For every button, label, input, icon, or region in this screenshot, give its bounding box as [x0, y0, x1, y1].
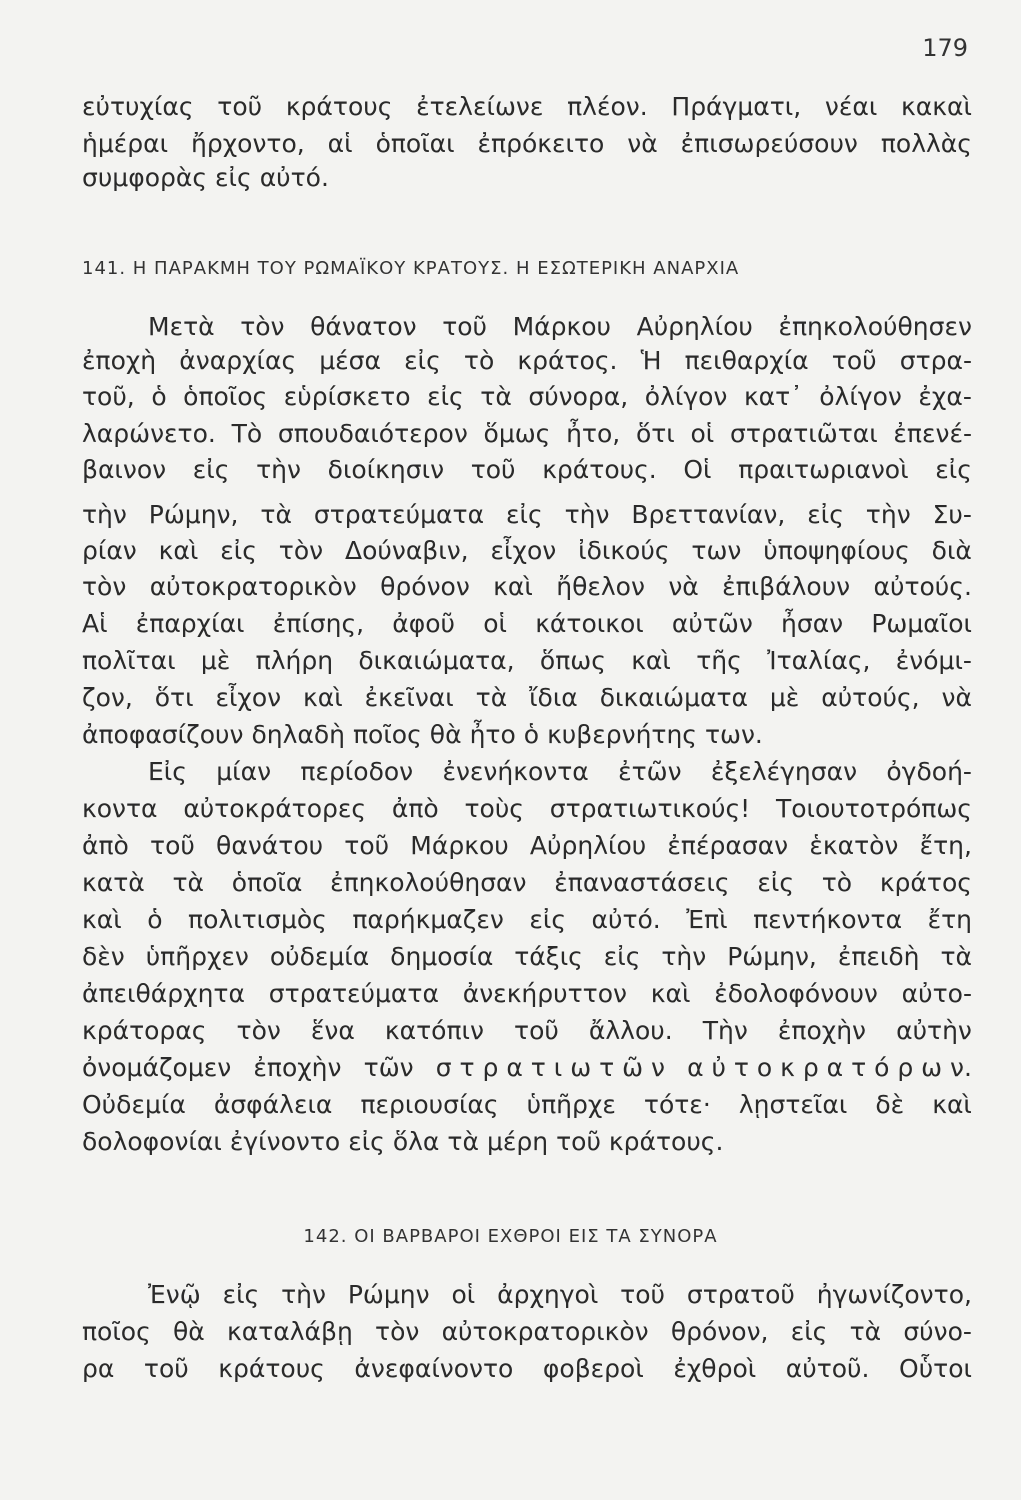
word: ἕνα	[310, 1016, 355, 1045]
word: ἐπισωρεύσουν	[680, 129, 858, 158]
word: διὰ	[931, 536, 972, 565]
word: τοῦ	[344, 831, 390, 860]
word: κοντα	[82, 794, 158, 823]
word: ἐπαναστάσεις	[554, 868, 730, 897]
word: εἰς	[790, 1317, 828, 1346]
word: Ρώμην	[347, 1280, 430, 1309]
word: τὸ	[821, 868, 853, 897]
text-line	[82, 905, 972, 935]
word: θανάτου	[216, 831, 324, 860]
text-line	[82, 1127, 972, 1157]
word: πραιτωριανοὶ	[738, 455, 909, 484]
word: Δούναβιν,	[345, 536, 469, 565]
word: τὸν	[236, 1016, 281, 1045]
word: Αὐρηλίου	[529, 831, 647, 860]
word: Ἰταλίας,	[767, 646, 871, 675]
word: τὸ	[463, 346, 495, 375]
word: τοῦ	[620, 1280, 665, 1309]
word: ὑπῆρχε	[526, 1090, 616, 1119]
word: δὲν	[82, 942, 125, 971]
text-line	[82, 163, 972, 193]
word: αὐτούς,	[821, 683, 920, 712]
word: κυβερνήτης	[547, 720, 697, 749]
word: τὰ	[849, 1317, 882, 1346]
word: Οἱ	[683, 455, 712, 484]
word: τὸν	[278, 536, 324, 565]
word: μέσα	[319, 346, 382, 375]
word: τοῦ	[514, 1016, 559, 1045]
text-line	[82, 683, 972, 713]
word: τοὺς	[464, 794, 524, 823]
word: θὰ	[429, 720, 462, 749]
word: τὰ	[260, 500, 292, 529]
word: οἱ	[451, 1280, 476, 1309]
word: πειθαρχία	[684, 346, 809, 375]
word: Οὗτοι	[899, 1354, 972, 1383]
word: ἐπαρχίαι	[135, 609, 245, 638]
word: οἱ	[483, 609, 507, 638]
word: ἀπὸ	[391, 794, 439, 823]
word: πολλὰς	[880, 129, 972, 158]
word: περιουσίας	[360, 1090, 499, 1119]
word: ἑκατὸν	[809, 831, 899, 860]
word: τὰ	[480, 382, 512, 411]
word: τὴν	[661, 942, 707, 971]
word: ὅμως	[483, 419, 551, 448]
word: Ἐπὶ	[686, 905, 728, 934]
word: ὑποψηφίους	[763, 536, 910, 565]
word: καὶ	[493, 572, 533, 601]
word: σπουδαιότερον	[277, 419, 468, 448]
word: Μάρκου	[410, 831, 509, 860]
word: τοῦ	[442, 312, 488, 341]
word: ποῖος	[353, 720, 422, 749]
word: Μετὰ	[148, 312, 215, 341]
word: πλήρη	[255, 646, 334, 675]
word: εὑρίσκετο	[283, 382, 411, 411]
word: ἀρχηγοὶ	[497, 1280, 599, 1309]
word: ἐποχὴν	[777, 1016, 867, 1045]
word: ἡμέραι	[82, 129, 169, 158]
word: καὶ	[82, 905, 122, 934]
section-heading: 142. ΟΙ ΒΑΡΒΑΡΟΙ ΕΧΘΡΟΙ ΕΙΣ ΤΑ ΣΥΝΟΡΑ	[303, 1226, 718, 1247]
word: εἰς	[220, 536, 257, 565]
word: ἐπίσης,	[272, 609, 365, 638]
word: α ὐ τ ο κ ρ α τ ό ρ ω ν.	[687, 1053, 972, 1082]
word: ἐπενέ-	[893, 419, 972, 448]
word: αὐτό.	[591, 905, 661, 934]
text-line	[82, 720, 972, 750]
word: εἰς	[757, 868, 794, 897]
word: τὴν	[256, 455, 301, 484]
word: ἐχα-	[918, 382, 972, 411]
word: τοῦ	[143, 1354, 189, 1383]
word: καὶ	[650, 979, 691, 1008]
word: ἐποχὴ	[82, 346, 157, 375]
word: ὑπῆρχεν	[145, 942, 249, 971]
word: αὐτοκρατορικὸν	[441, 1317, 649, 1346]
word: Ρώμην,	[727, 942, 817, 971]
word: ὁ	[147, 905, 163, 934]
word: ἐπηκολούθησαν	[330, 868, 527, 897]
text-line	[82, 1354, 972, 1384]
word: συμφορὰς	[82, 163, 208, 192]
word: ἄλλου.	[588, 1016, 673, 1045]
text-line	[82, 646, 972, 676]
word: νὰ	[627, 129, 658, 158]
word: Μάρκου	[512, 312, 612, 341]
word: πολιτισμὸς	[188, 905, 327, 934]
word: μὲ	[769, 683, 800, 712]
word: καὶ	[932, 1090, 972, 1119]
word: ὁποῖα	[231, 868, 303, 897]
text-line	[82, 92, 972, 122]
word: ἦτο	[469, 720, 516, 749]
word: θάνατον	[310, 312, 417, 341]
word: Ἡ	[640, 346, 662, 375]
word: εἰς	[192, 455, 230, 484]
word: κράτος	[879, 868, 972, 897]
text-line	[148, 1280, 972, 1310]
word: μίαν	[216, 757, 272, 786]
word: ζον,	[82, 683, 133, 712]
word: ὁ	[151, 382, 167, 411]
word: αὐτὴν	[896, 1016, 972, 1045]
word: Πράγματι,	[671, 92, 802, 121]
text-line	[82, 500, 972, 530]
word: ἐτελείωνε	[416, 92, 544, 121]
text-line	[82, 572, 972, 602]
word: τοῦ	[470, 455, 516, 484]
word: ἤθελον	[556, 572, 645, 601]
text-line	[82, 1016, 972, 1046]
word: σύνορα,	[528, 382, 629, 411]
word: κράτορας	[82, 1016, 207, 1045]
word: δημοσία	[390, 942, 494, 971]
word: ἦσαν	[781, 609, 844, 638]
word: τὸν	[375, 1317, 420, 1346]
word: εὐτυχίας	[82, 92, 194, 121]
text-line	[148, 757, 972, 787]
word: ὀλίγον	[819, 382, 902, 411]
word: κατ᾽	[743, 382, 803, 411]
word: Τοιουτοτρόπως	[775, 794, 972, 823]
word: εἶχον	[215, 683, 282, 712]
word: Ρωμαῖοι	[871, 609, 972, 638]
word: καταλάβῃ	[227, 1317, 353, 1346]
word: Αὐρηλίου	[636, 312, 753, 341]
word: νὰ	[941, 683, 972, 712]
word: φοβεροὶ	[542, 1354, 644, 1383]
word: ἐποχὴν	[253, 1053, 342, 1082]
word: τάξις	[514, 942, 583, 971]
word: θρόνον,	[670, 1317, 769, 1346]
word: τὸν	[240, 312, 285, 341]
word: αὐτοῦ.	[785, 1354, 870, 1383]
word: στρατοῦ	[686, 1280, 795, 1309]
word: τὸν	[82, 572, 127, 601]
word: ἀπειθάρχητα	[82, 979, 245, 1008]
text-line	[82, 1090, 972, 1120]
word: ἀφοῦ	[392, 609, 456, 638]
word: εἰς	[215, 163, 252, 192]
word: νὰ	[668, 572, 699, 601]
word: Συ-	[932, 500, 972, 529]
word: σύνο-	[903, 1317, 972, 1346]
word: Ρώμην,	[148, 500, 239, 529]
word: ἐχθροὶ	[673, 1354, 757, 1383]
text-line	[82, 455, 972, 485]
word: ἤρχοντο,	[191, 129, 305, 158]
word: Τὴν	[702, 1016, 748, 1045]
word: τοῦ	[150, 831, 195, 860]
word: ὁποῖος	[183, 382, 268, 411]
text-line	[82, 346, 972, 376]
word: αὐτούς.	[873, 572, 972, 601]
word: θρόνον	[380, 572, 470, 601]
text-line	[82, 609, 972, 639]
word: βαινον	[82, 455, 167, 484]
text-line	[82, 979, 972, 1009]
word: ὀγδοή-	[886, 757, 972, 786]
word: εἰς	[404, 346, 441, 375]
text-line	[82, 942, 972, 972]
word: στρατεύματα	[313, 500, 485, 529]
word: Βρεττανίαν,	[631, 500, 786, 529]
word: δικαιώματα	[599, 683, 748, 712]
word: διοίκησιν	[327, 455, 445, 484]
word: ἀνεφαίνοντο	[354, 1354, 514, 1383]
word: τῶν	[363, 1053, 414, 1082]
section-heading: 141. Η ΠΑΡΑΚΜΗ ΤΟΥ ΡΩΜΑΪΚΟΥ ΚΡΑΤΟΥΣ. Η ΕΣΩΤΕΡΙΚΗ ΑΝΑΡΧΙΑ	[82, 258, 740, 279]
text-line	[82, 1317, 972, 1347]
word: οὐδεμία	[269, 942, 370, 971]
text-line	[82, 831, 972, 861]
word: περίοδον	[300, 757, 414, 786]
word: ἐνενήκοντα	[442, 757, 589, 786]
word: κατόπιν	[384, 1016, 484, 1045]
word: των	[691, 536, 742, 565]
word: ἦτο,	[566, 419, 621, 448]
word: τὰ	[475, 683, 508, 712]
word: ἐδολοφόνουν	[714, 979, 878, 1008]
word: δὲ	[875, 1090, 905, 1119]
word: νέαι	[824, 92, 878, 121]
text-line	[82, 129, 972, 159]
word: ποῖος	[82, 1317, 151, 1346]
text-line	[82, 536, 972, 566]
word: εἰς	[603, 942, 641, 971]
word: στρα-	[899, 346, 972, 375]
word: εἰς	[807, 500, 844, 529]
text-line	[82, 419, 972, 449]
word: δικαιώματα,	[358, 646, 515, 675]
word: ὅτι	[154, 683, 194, 712]
word: τὰ	[940, 942, 972, 971]
word: αὐτοκρατορικὸν	[149, 572, 357, 601]
word: κατὰ	[82, 868, 145, 897]
word: δολοφονίαι	[82, 1127, 222, 1156]
word: εἰς	[222, 1280, 260, 1309]
word: ὀνομάζομεν	[82, 1053, 232, 1082]
word: ἐξελέγησαν	[710, 757, 858, 786]
text-line	[82, 382, 972, 412]
word: μὲ	[200, 646, 231, 675]
word: λαρώνετο.	[82, 419, 216, 448]
text-line	[82, 868, 972, 898]
word: τὴν	[281, 1280, 326, 1309]
word: ἀπὸ	[82, 831, 129, 860]
text-line	[82, 794, 972, 824]
word: Οὐδεμία	[82, 1090, 186, 1119]
word: τὴν	[82, 500, 127, 529]
word: οἱ	[690, 419, 715, 448]
word: αὐτῶν	[671, 609, 753, 638]
word: παρήκμαζεν	[352, 905, 504, 934]
word: τὴν	[564, 500, 610, 529]
word: στρατιωτικούς!	[549, 794, 751, 823]
word: τοῦ,	[82, 382, 135, 411]
word: ρα	[82, 1354, 115, 1383]
word: κακαὶ	[901, 92, 972, 121]
word: ἀναρχίας	[179, 346, 297, 375]
word: αὐτοκράτορες	[183, 794, 367, 823]
word: καὶ	[631, 646, 671, 675]
word: ἀποφασίζουν	[82, 720, 244, 749]
page-number: 179	[922, 34, 968, 62]
word: πεντήκοντα	[753, 905, 903, 934]
word: τοῦ	[831, 346, 877, 375]
text-line	[82, 1053, 972, 1083]
word: ἐτῶν	[618, 757, 682, 786]
word: ρίαν	[82, 536, 137, 565]
word: ἀσφάλεια	[213, 1090, 333, 1119]
word: ἔτη	[927, 905, 972, 934]
word: Ἐνῷ	[148, 1280, 201, 1309]
word: πλέον.	[567, 92, 648, 121]
word: αὐτό.	[259, 163, 329, 192]
word: εἰς	[935, 455, 972, 484]
word: σ τ ρ α τ ι ω τ ῶ ν	[435, 1053, 665, 1082]
word: κράτους.	[608, 1127, 724, 1156]
word: κράτους	[218, 1354, 325, 1383]
word: ἰδικούς	[578, 536, 670, 565]
word: ὅπως	[539, 646, 606, 675]
word: ἠγωνίζοντο,	[816, 1280, 972, 1309]
word: Τὸ	[231, 419, 263, 448]
word: ἐπρόκειτο	[477, 129, 605, 158]
word: δηλαδὴ	[251, 720, 345, 749]
word: τὰ	[447, 1127, 479, 1156]
text-line	[148, 312, 972, 342]
word: των.	[704, 720, 763, 749]
word: ἀνεκήρυττον	[462, 979, 627, 1008]
word: αὐτο-	[901, 979, 972, 1008]
word: καὶ	[303, 683, 343, 712]
word: τοῦ	[217, 92, 263, 121]
word: ἐνόμι-	[895, 646, 972, 675]
word: ἴδια	[529, 683, 578, 712]
word: ἐκεῖναι	[364, 683, 454, 712]
word: εἰς	[529, 905, 566, 934]
word: πολῖται	[82, 646, 176, 675]
word: τὰ	[172, 868, 205, 897]
word: Εἰς	[148, 757, 187, 786]
word: ἐπιβάλουν	[722, 572, 851, 601]
word: ἐπειδὴ	[837, 942, 920, 971]
word: εἶχον	[490, 536, 557, 565]
word: ἐπέρασαν	[667, 831, 789, 860]
word: ὅλα	[392, 1127, 440, 1156]
word: κράτος.	[517, 346, 618, 375]
word: στρατεύματα	[268, 979, 439, 1008]
word: θὰ	[173, 1317, 205, 1346]
word: στρατιῶται	[730, 419, 878, 448]
word: λῃστεῖαι	[738, 1090, 848, 1119]
word: ὅτι	[635, 419, 675, 448]
word: Αἱ	[82, 609, 108, 638]
word: εἰς	[427, 382, 464, 411]
word: ὁποῖαι	[375, 129, 455, 158]
word: τότε·	[643, 1090, 711, 1119]
word: εἰς	[505, 500, 543, 529]
word: ἐγίνοντο	[229, 1127, 341, 1156]
word: ὁ	[523, 720, 540, 749]
word: τῆς	[696, 646, 742, 675]
word: τοῦ	[556, 1127, 601, 1156]
word: καὶ	[158, 536, 199, 565]
word: ἔτη,	[919, 831, 972, 860]
word: τὴν	[865, 500, 911, 529]
word: μέρη	[486, 1127, 549, 1156]
word: κάτοικοι	[535, 609, 644, 638]
word: κράτους.	[542, 455, 657, 484]
word: ὀλίγον	[644, 382, 728, 411]
word: κράτους	[285, 92, 393, 121]
word: αἱ	[327, 129, 353, 158]
word: εἰς	[348, 1127, 385, 1156]
word: ἐπηκολούθησεν	[778, 312, 972, 341]
